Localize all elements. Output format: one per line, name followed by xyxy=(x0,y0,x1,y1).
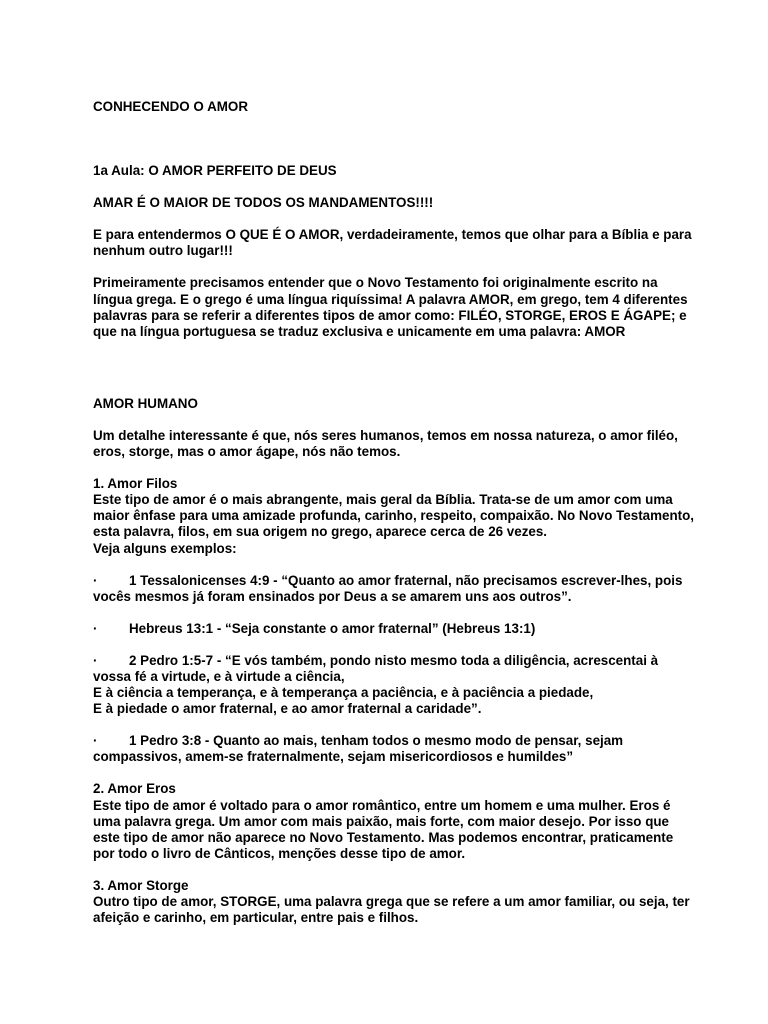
paragraph-line: eros, storge, mas o amor ágape, nós não temos. xyxy=(93,444,401,460)
example-text: E à ciência a temperança, e à temperança a paciência, e à paciência a piedade, xyxy=(93,685,594,701)
paragraph-line: Este tipo de amor é voltado para o amor romântico, entre um homem e uma mulher. Eros é xyxy=(93,797,671,813)
paragraph-line: Um detalhe interessante é que, nós seres humanos, temos em nossa natureza, o amor filéo, xyxy=(93,427,678,443)
example-text: 1 Tessalonicenses 4:9 - “Quanto ao amor fraternal, não precisamos escrever-lhes, pois xyxy=(129,572,683,588)
example-text: compassivos, amem-se fraternalmente, sejam misericordiosos e humildes” xyxy=(93,749,574,765)
example-text: vocês mesmos já foram ensinados por Deus a se amarem uns aos outros”. xyxy=(93,588,572,604)
greek-paragraph xyxy=(93,275,688,339)
section-title: AMOR HUMANO xyxy=(93,395,198,411)
eros-paragraph xyxy=(93,798,683,862)
paragraph-line: nenhum outro lugar!!! xyxy=(93,243,233,259)
paragraph-line: por todo o livro de Cânticos, menções desse tipo de amor. xyxy=(93,845,466,861)
example-text: vossa fé a virtude, e à virtude a ciência, xyxy=(93,668,345,684)
paragraph-line: palavras para se referir a diferentes tipos de amor como: FILÉO, STORGE, EROS E ÁGAPE; e xyxy=(93,307,687,323)
bullet-icon: · xyxy=(93,620,98,636)
intro-paragraph xyxy=(93,227,692,259)
paragraph-line: Veja alguns exemplos: xyxy=(93,540,237,556)
paragraph-line: maior ênfase para uma amizade profunda, carinho, respeito, compaixão. No Novo Testamento, xyxy=(93,508,694,524)
paragraph-line: esta palavra, filos, em sua origem no grego, aparece cerca de 26 vezes. xyxy=(93,524,548,540)
commandment-heading: AMAR É O MAIOR DE TODOS OS MANDAMENTOS!!!! xyxy=(93,195,434,211)
example-text: 2 Pedro 1:5-7 - “E vós também, pondo nisto mesmo toda a diligência, acrescentai à xyxy=(129,652,659,668)
paragraph-line: Outro tipo de amor, STORGE, uma palavra grega que se refere a um amor familiar, ou seja, ter xyxy=(93,894,690,909)
paragraph-line: afeição e carinho, em particular, entre pais e filhos. xyxy=(93,910,419,926)
paragraph-line: que na língua portuguesa se traduz exclusiva e unicamente em uma palavra: AMOR xyxy=(93,323,626,339)
human-paragraph xyxy=(93,428,683,460)
example-text: E à piedade o amor fraternal, e ao amor fraternal a caridade”. xyxy=(93,701,482,717)
example-item xyxy=(93,573,683,605)
lesson-title: 1a Aula: O AMOR PERFEITO DE DEUS xyxy=(93,163,337,179)
paragraph-line: este tipo de amor não aparece no Novo Testamento. Mas podemos encontrar, praticamente xyxy=(93,829,674,845)
paragraph-line: língua grega. E o grego é uma língua riquíssima! A palavra AMOR, em grego, tem 4 diferentes xyxy=(93,291,688,307)
example-item xyxy=(93,653,683,717)
bullet-icon: · xyxy=(93,572,98,588)
example-text: 1 Pedro 3:8 - Quanto ao mais, tenham todos o mesmo modo de pensar, sejam xyxy=(129,733,624,749)
document-body xyxy=(93,99,694,926)
filos-heading: 1. Amor Filos xyxy=(93,476,178,492)
storge-paragraph xyxy=(93,894,690,926)
example-text: Hebreus 13:1 - “Seja constante o amor fraternal” (Hebreus 13:1) xyxy=(129,620,536,636)
paragraph-line: Primeiramente precisamos entender que o Novo Testamento foi originalmente escrito na xyxy=(93,275,658,291)
bullet-icon: · xyxy=(93,733,98,749)
eros-heading: 2. Amor Eros xyxy=(93,781,176,797)
paragraph-line: uma palavra grega. Um amor com mais paixão, mais forte, com maior desejo. Por isso que xyxy=(93,813,670,829)
storge-heading: 3. Amor Storge xyxy=(93,877,189,893)
example-item xyxy=(93,733,683,765)
document-title: CONHECENDO O AMOR xyxy=(93,99,248,114)
example-item xyxy=(93,621,683,637)
filos-paragraph xyxy=(93,492,694,556)
bullet-icon: · xyxy=(93,652,98,668)
paragraph-line: Este tipo de amor é o mais abrangente, mais geral da Bíblia. Trata-se de um amor com uma xyxy=(93,492,673,508)
paragraph-line: E para entendermos O QUE É O AMOR, verdadeiramente, temos que olhar para a Bíblia e para xyxy=(93,227,692,243)
